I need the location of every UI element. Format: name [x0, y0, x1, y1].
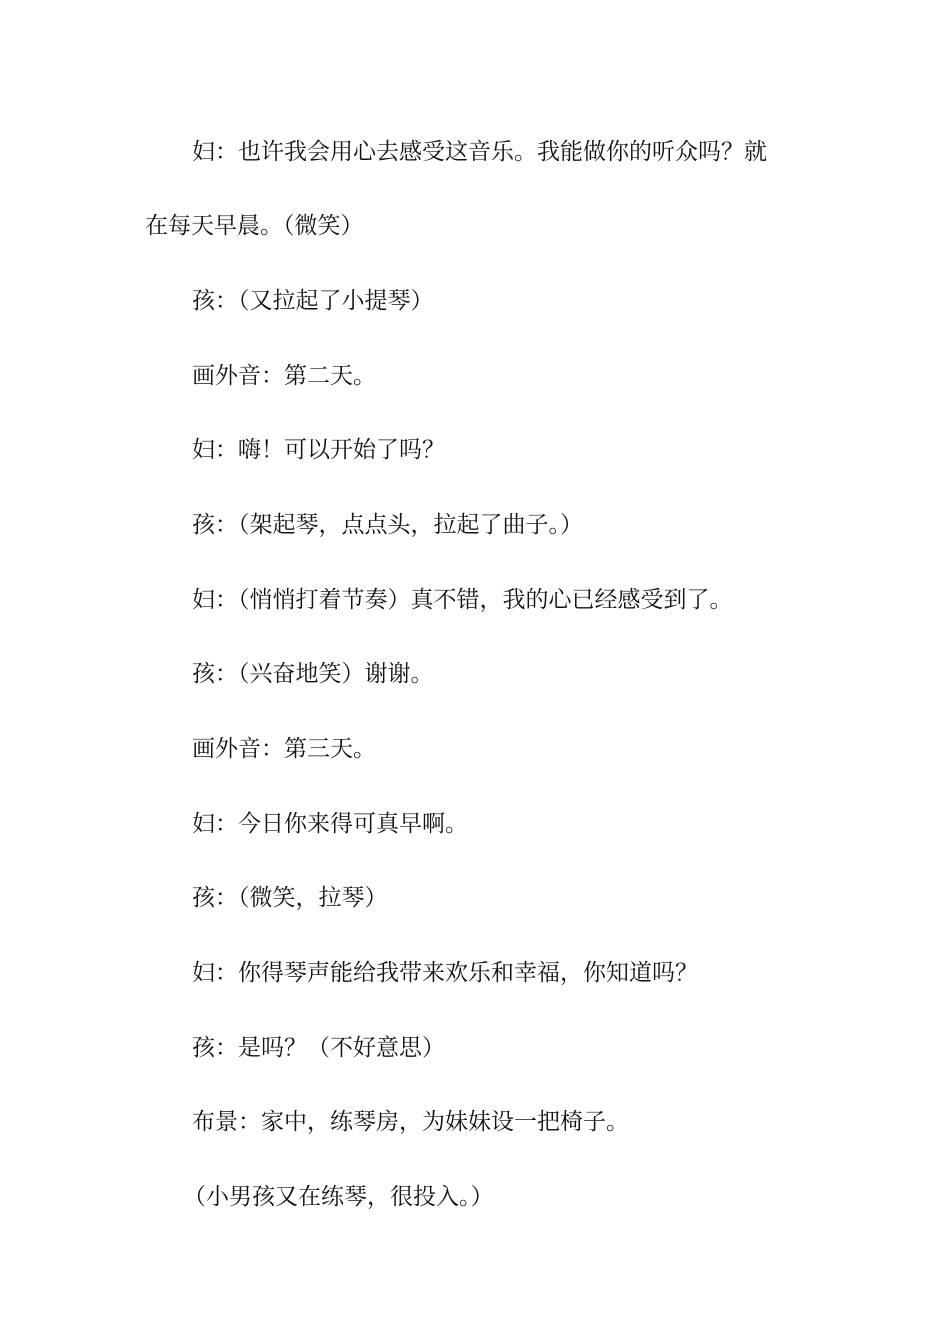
script-line: 布景：家中，练琴房，为妹妹设一把椅子。 [192, 1109, 629, 1135]
script-line: 孩：是吗？（不好意思） [192, 1035, 445, 1061]
script-line: 妇：也许我会用心去感受这音乐。我能做你的听众吗？就 [192, 139, 767, 165]
stage-direction-line: （小男孩又在练琴，很投入。） [183, 1184, 494, 1210]
script-line: 画外音：第三天。 [192, 736, 376, 762]
script-line: 妇：今日你来得可真早啊。 [192, 811, 468, 837]
script-line: 孩：（兴奋地笑）谢谢。 [192, 661, 434, 687]
script-line: 画外音：第二天。 [192, 363, 376, 389]
script-line: 妇：（悄悄打着节奏）真不错，我的心已经感受到了。 [192, 587, 733, 613]
script-line: 孩：（架起琴，点点头，拉起了曲子。） [192, 512, 583, 538]
script-line: 孩：（微笑，拉琴） [192, 885, 388, 911]
script-line: 妇：嗨！可以开始了吗？ [192, 437, 445, 463]
script-line: 孩：（又拉起了小提琴） [192, 288, 434, 314]
script-line: 在每天早晨。（微笑） [145, 213, 364, 239]
script-line: 妇：你得琴声能给我带来欢乐和幸福，你知道吗？ [192, 960, 698, 986]
